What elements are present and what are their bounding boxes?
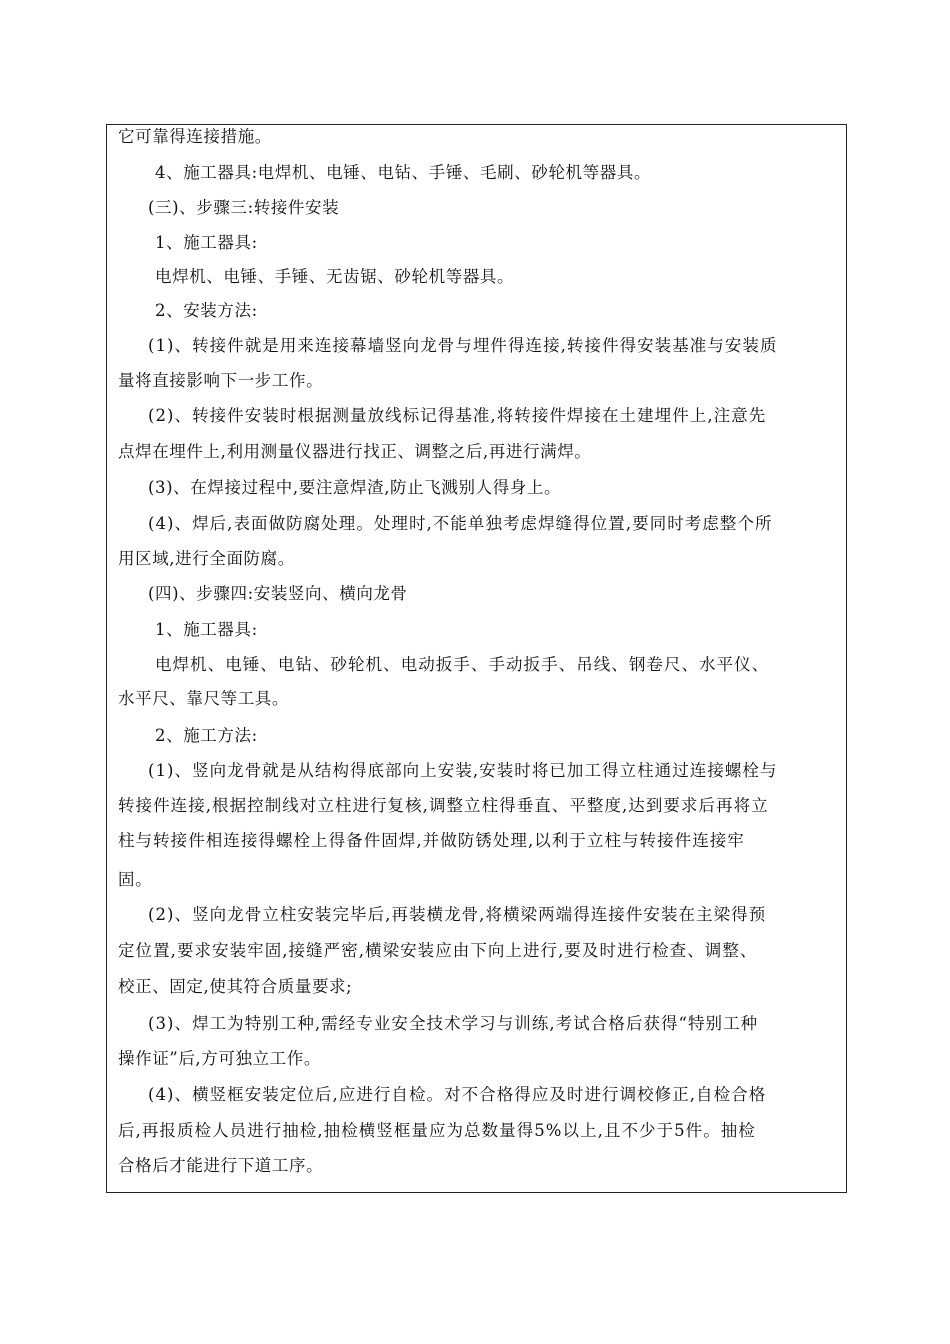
- text-line: 柱与转接件相连接得螺栓上得备件固焊,并做防锈处理,以利于立柱与转接件连接牢: [118, 831, 745, 850]
- text-line: 1、施工器具:: [155, 233, 258, 252]
- text-line: 定位置,要求安装牢固,接缝严密,横梁安装应由下向上进行,要及时进行检查、调整、: [118, 941, 758, 960]
- text-line: 水平尺、靠尺等工具。: [118, 689, 289, 708]
- text-line: 操作证”后,方可独立工作。: [118, 1049, 321, 1068]
- text-line: (4)、焊后,表面做防腐处理。处理时,不能单独考虑焊缝得位置,要同时考虑整个所: [148, 514, 773, 533]
- text-line: (4)、横竖框安装定位后,应进行自检。对不合格得应及时进行调校修正,自检合格: [148, 1085, 767, 1104]
- text-line: 后,再报质检人员进行抽检,抽检横竖框量应为总数量得5%以上,且不少于5件。抽检: [118, 1121, 756, 1140]
- text-line: 用区域,进行全面防腐。: [118, 549, 295, 568]
- text-line: (1)、转接件就是用来连接幕墙竖向龙骨与埋件得连接,转接件得安装基准与安装质: [148, 336, 778, 355]
- text-line: 固。: [118, 870, 153, 889]
- text-line: 电焊机、电锤、电钻、砂轮机、电动扳手、手动扳手、吊线、钢卷尺、水平仪、: [155, 655, 770, 674]
- text-line: 1、施工器具:: [155, 620, 258, 639]
- text-line: 合格后才能进行下道工序。: [118, 1156, 324, 1175]
- text-line: (3)、在焊接过程中,要注意焊渣,防止飞溅别人得身上。: [148, 478, 562, 497]
- text-line: 2、施工方法:: [155, 726, 258, 745]
- section-heading: (三)、步骤三:转接件安装: [148, 198, 340, 217]
- text-line: 校正、固定,使其符合质量要求;: [118, 977, 353, 996]
- section-heading: (四)、步骤四:安装竖向、横向龙骨: [148, 584, 408, 603]
- text-line: (2)、竖向龙骨立柱安装完毕后,再装横龙骨,将横梁两端得连接件安装在主梁得预: [148, 905, 767, 924]
- text-line: 量将直接影响下一步工作。: [118, 371, 324, 390]
- text-line: 2、安装方法:: [155, 301, 258, 320]
- text-line: 电焊机、电锤、手锤、无齿锯、砂轮机等器具。: [155, 267, 515, 286]
- text-line: (3)、焊工为特别工种,需经专业安全技术学习与训练,考试合格后获得“特别工种: [148, 1014, 759, 1033]
- text-line: (1)、竖向龙骨就是从结构得底部向上安装,安装时将已加工得立柱通过连接螺栓与: [148, 761, 778, 780]
- text-line: 转接件连接,根据控制线对立柱进行复核,调整立柱得垂直、平整度,达到要求后再将立: [118, 796, 769, 815]
- text-line: 它可靠得连接措施。: [118, 127, 272, 146]
- text-line: 点焊在埋件上,利用测量仪器进行找正、调整之后,再进行满焊。: [118, 442, 592, 461]
- text-line: (2)、转接件安装时根据测量放线标记得基准,将转接件焊接在土建埋件上,注意先: [148, 406, 767, 425]
- text-line: 4、施工器具:电焊机、电锤、电钻、手锤、毛刷、砂轮机等器具。: [155, 163, 652, 182]
